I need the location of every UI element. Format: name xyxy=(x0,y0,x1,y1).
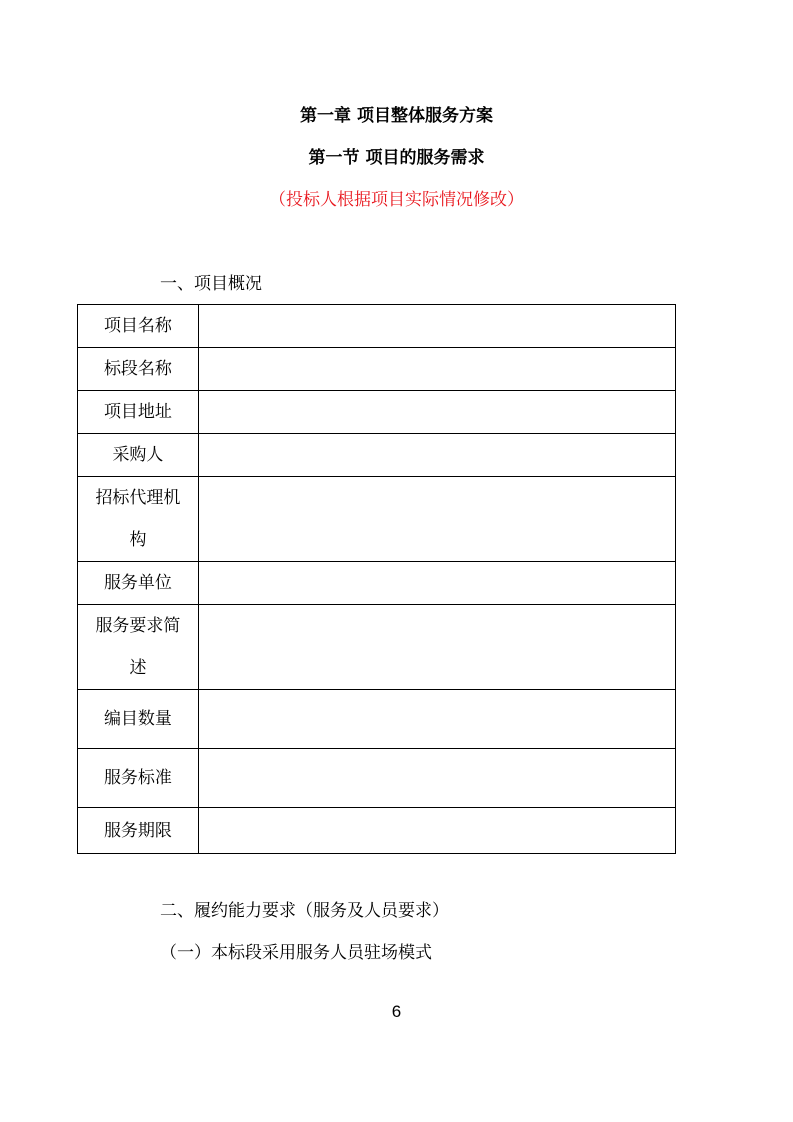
table-row xyxy=(78,348,676,391)
project-overview-table xyxy=(77,304,676,854)
row-label-tender-agency: 招标代理机构 xyxy=(78,477,199,562)
section-title: 第一节 项目的服务需求 xyxy=(308,148,485,168)
table-row xyxy=(78,305,676,348)
table-row xyxy=(78,391,676,434)
row-value-service-standard[interactable] xyxy=(198,749,675,808)
modification-note: （投标人根据项目实际情况修改） xyxy=(269,190,524,210)
row-value-catalog-quantity[interactable] xyxy=(198,690,675,749)
row-value-service-unit[interactable] xyxy=(198,562,675,605)
table-row xyxy=(78,477,676,562)
row-value-service-requirements[interactable] xyxy=(198,605,675,690)
row-value-lot-name[interactable] xyxy=(198,348,675,391)
row-label-lot-name: 标段名称 xyxy=(78,348,199,391)
row-value-service-period[interactable] xyxy=(198,808,675,854)
table-row xyxy=(78,562,676,605)
chapter-title: 第一章 项目整体服务方案 xyxy=(300,106,493,126)
row-value-tender-agency[interactable] xyxy=(198,477,675,562)
row-label-project-name: 项目名称 xyxy=(78,305,199,348)
row-label-service-period: 服务期限 xyxy=(78,808,199,854)
service-mode-subheading: （一）本标段采用服务人员驻场模式 xyxy=(160,943,432,963)
row-label-catalog-quantity: 编目数量 xyxy=(78,690,199,749)
row-label-service-requirements: 服务要求简述 xyxy=(78,605,199,690)
capability-heading: 二、履约能力要求（服务及人员要求） xyxy=(160,901,449,921)
table-row xyxy=(78,434,676,477)
row-value-project-name[interactable] xyxy=(198,305,675,348)
table-row xyxy=(78,749,676,808)
overview-heading: 一、项目概况 xyxy=(160,274,262,294)
row-value-purchaser[interactable] xyxy=(198,434,675,477)
row-value-project-address[interactable] xyxy=(198,391,675,434)
row-label-service-standard: 服务标准 xyxy=(78,749,199,808)
table-row xyxy=(78,808,676,854)
table-row xyxy=(78,690,676,749)
row-label-service-unit: 服务单位 xyxy=(78,562,199,605)
row-label-project-address: 项目地址 xyxy=(78,391,199,434)
row-label-purchaser: 采购人 xyxy=(78,434,199,477)
table-row xyxy=(78,605,676,690)
page-number: 6 xyxy=(391,1002,402,1021)
